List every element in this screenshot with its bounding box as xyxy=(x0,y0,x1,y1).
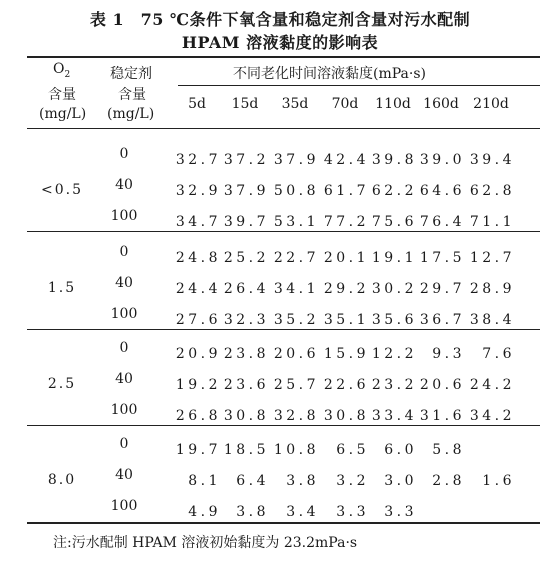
viscosity-cell: 3.8 xyxy=(286,473,319,489)
stabilizer-value: 100 xyxy=(110,208,138,224)
viscosity-cell: 3.2 xyxy=(336,473,369,489)
o2-header: $O_2$ xyxy=(53,61,71,80)
viscosity-cell: 62.2 xyxy=(371,183,417,199)
stabilizer-value: 40 xyxy=(115,177,133,193)
viscosity-cell: 1.6 xyxy=(482,473,515,489)
o2-value: 1.5 xyxy=(47,280,77,296)
viscosity-cell: 19.1 xyxy=(371,250,417,266)
day-header: 15d xyxy=(231,96,259,112)
stabilizer-value: 0 xyxy=(119,340,129,356)
viscosity-cell: 39.4 xyxy=(469,152,515,168)
viscosity-group-header: 不同老化时间溶液黏度(mPa·s) xyxy=(233,66,426,82)
viscosity-cell: 4.9 xyxy=(188,504,221,520)
viscosity-cell: 17.5 xyxy=(419,250,465,266)
viscosity-cell: 3.0 xyxy=(384,473,417,489)
viscosity-cell: 39.7 xyxy=(223,214,269,230)
viscosity-cell: 28.9 xyxy=(469,281,515,297)
viscosity-cell: 37.2 xyxy=(223,152,269,168)
o2-header-unit: (mg/L) xyxy=(39,106,87,122)
stabilizer-value: 100 xyxy=(110,306,138,322)
viscosity-cell: 26.4 xyxy=(223,281,269,297)
stabilizer-header-unit: (mg/L) xyxy=(107,106,155,122)
viscosity-cell: 27.6 xyxy=(175,312,221,328)
stabilizer-header-line2: 含量 xyxy=(118,87,146,103)
viscosity-cell: 20.6 xyxy=(273,346,319,362)
viscosity-cell: 33.4 xyxy=(371,408,417,424)
table-title-line1: 表 1 75 ℃条件下氧含量和稳定剂含量对污水配制 xyxy=(89,10,471,29)
viscosity-cell: 12.2 xyxy=(371,346,417,362)
viscosity-cell: 18.5 xyxy=(223,442,269,458)
stabilizer-value: 40 xyxy=(115,467,133,483)
o2-header-line2: 含量 xyxy=(48,87,76,103)
top-rule xyxy=(27,56,540,58)
table-title-line2: HPAM 溶液黏度的影响表 xyxy=(181,33,379,52)
header-rule xyxy=(27,128,540,129)
group-divider-2 xyxy=(27,329,540,330)
viscosity-cell: 32.9 xyxy=(175,183,221,199)
stabilizer-value: 0 xyxy=(119,436,129,452)
viscosity-cell: 23.8 xyxy=(223,346,269,362)
stabilizer-value: 40 xyxy=(115,371,133,387)
viscosity-cell: 3.3 xyxy=(384,504,417,520)
viscosity-cell: 24.2 xyxy=(469,377,515,393)
viscosity-cell: 3.4 xyxy=(286,504,319,520)
viscosity-cell: 25.2 xyxy=(223,250,269,266)
viscosity-cell: 71.1 xyxy=(469,214,515,230)
viscosity-cell: 22.6 xyxy=(323,377,369,393)
viscosity-cell: 19.2 xyxy=(175,377,221,393)
viscosity-cell: 24.4 xyxy=(175,281,221,297)
o2-value: <0.5 xyxy=(41,182,83,198)
viscosity-cell: 35.2 xyxy=(273,312,319,328)
stabilizer-value: 40 xyxy=(115,275,133,291)
group-divider-3 xyxy=(27,425,540,426)
viscosity-cell: 2.8 xyxy=(432,473,465,489)
viscosity-cell: 38.4 xyxy=(469,312,515,328)
viscosity-cell: 75.6 xyxy=(371,214,417,230)
viscosity-cell: 6.4 xyxy=(236,473,269,489)
viscosity-cell: 34.7 xyxy=(175,214,221,230)
day-header: 210d xyxy=(473,96,509,112)
group-header-rule xyxy=(178,85,540,86)
viscosity-cell: 12.7 xyxy=(469,250,515,266)
day-header: 5d xyxy=(188,96,206,112)
viscosity-cell: 29.2 xyxy=(323,281,369,297)
viscosity-cell: 37.9 xyxy=(223,183,269,199)
viscosity-cell: 61.7 xyxy=(323,183,369,199)
viscosity-cell: 9.3 xyxy=(432,346,465,362)
viscosity-cell: 37.9 xyxy=(273,152,319,168)
viscosity-cell: 50.8 xyxy=(273,183,319,199)
viscosity-cell: 39.0 xyxy=(419,152,465,168)
day-header: 160d xyxy=(423,96,459,112)
viscosity-cell: 39.8 xyxy=(371,152,417,168)
viscosity-cell: 19.7 xyxy=(175,442,221,458)
viscosity-cell: 23.2 xyxy=(371,377,417,393)
table-note: 注:污水配制 HPAM 溶液初始黏度为 23.2mPa·s xyxy=(53,535,358,551)
viscosity-cell: 25.7 xyxy=(273,377,319,393)
viscosity-cell: 6.5 xyxy=(336,442,369,458)
day-header: 35d xyxy=(281,96,309,112)
viscosity-cell: 32.3 xyxy=(223,312,269,328)
viscosity-cell: 35.6 xyxy=(371,312,417,328)
viscosity-cell: 15.9 xyxy=(323,346,369,362)
viscosity-cell: 29.7 xyxy=(419,281,465,297)
viscosity-cell: 30.8 xyxy=(323,408,369,424)
viscosity-cell: 30.8 xyxy=(223,408,269,424)
viscosity-cell: 7.6 xyxy=(482,346,515,362)
viscosity-cell: 36.7 xyxy=(419,312,465,328)
stabilizer-header: 稳定剂 xyxy=(110,66,152,82)
day-header: 70d xyxy=(331,96,359,112)
viscosity-cell: 32.8 xyxy=(273,408,319,424)
viscosity-cell: 53.1 xyxy=(273,214,319,230)
viscosity-cell: 62.8 xyxy=(469,183,515,199)
day-header: 110d xyxy=(375,96,411,112)
viscosity-cell: 32.7 xyxy=(175,152,221,168)
group-divider-1 xyxy=(27,231,540,232)
viscosity-cell: 20.9 xyxy=(175,346,221,362)
stabilizer-value: 0 xyxy=(119,146,129,162)
viscosity-cell: 35.1 xyxy=(323,312,369,328)
viscosity-cell: 23.6 xyxy=(223,377,269,393)
bottom-rule xyxy=(27,522,540,524)
viscosity-cell: 64.6 xyxy=(419,183,465,199)
viscosity-cell: 8.1 xyxy=(188,473,221,489)
viscosity-cell: 26.8 xyxy=(175,408,221,424)
stabilizer-value: 100 xyxy=(110,498,138,514)
viscosity-cell: 42.4 xyxy=(323,152,369,168)
viscosity-cell: 10.8 xyxy=(273,442,319,458)
viscosity-cell: 34.1 xyxy=(273,281,319,297)
stabilizer-value: 100 xyxy=(110,402,138,418)
viscosity-cell: 24.8 xyxy=(175,250,221,266)
viscosity-cell: 22.7 xyxy=(273,250,319,266)
viscosity-cell: 76.4 xyxy=(419,214,465,230)
viscosity-cell: 6.0 xyxy=(384,442,417,458)
stabilizer-value: 0 xyxy=(119,244,129,260)
viscosity-cell: 3.8 xyxy=(236,504,269,520)
viscosity-cell: 20.1 xyxy=(323,250,369,266)
viscosity-cell: 3.3 xyxy=(336,504,369,520)
viscosity-cell: 30.2 xyxy=(371,281,417,297)
viscosity-cell: 77.2 xyxy=(323,214,369,230)
viscosity-cell: 20.6 xyxy=(419,377,465,393)
o2-value: 8.0 xyxy=(47,472,77,488)
viscosity-cell: 5.8 xyxy=(432,442,465,458)
viscosity-cell: 31.6 xyxy=(419,408,465,424)
viscosity-cell: 34.2 xyxy=(469,408,515,424)
o2-value: 2.5 xyxy=(47,376,77,392)
